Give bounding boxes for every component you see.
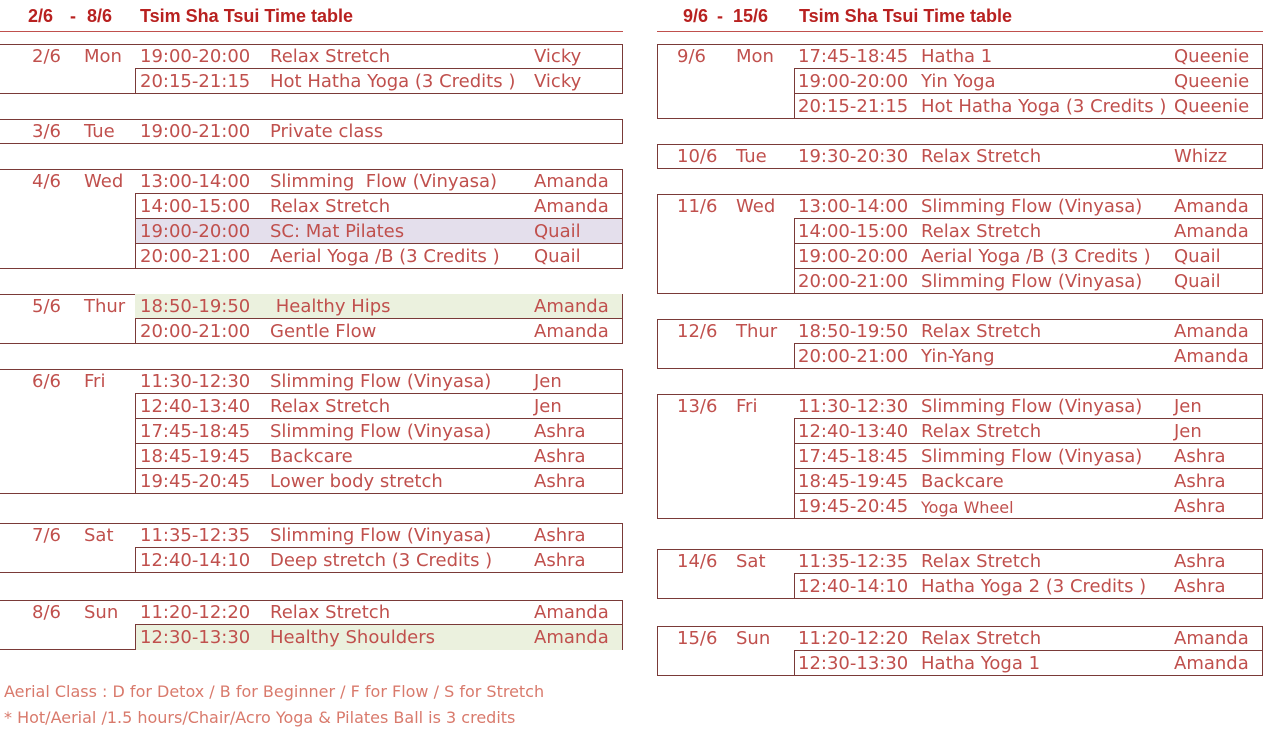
class-time: 11:30-12:30 [798, 396, 909, 417]
class-name: Hatha 1 [921, 46, 993, 67]
class-name: Relax Stretch [270, 602, 391, 623]
class-teacher: Amanda [534, 627, 609, 648]
class-teacher: Ashra [1174, 471, 1226, 492]
week-range-end: 8/6 [87, 6, 113, 26]
aerial-class-note: Aerial Class : D for Detox / B for Beginner / F for Flow / S for Stretch [4, 682, 545, 701]
class-teacher: Ashra [1174, 576, 1226, 597]
class-time: 20:15-21:15 [140, 71, 251, 92]
class-row-left-border [794, 69, 795, 94]
class-time: 14:00-15:00 [798, 221, 909, 242]
class-name: Private class [270, 121, 384, 142]
class-teacher: Ashra [534, 471, 586, 492]
class-row-left-border [135, 219, 136, 244]
day-date: 15/6 [677, 628, 718, 649]
class-teacher: Queenie [1174, 46, 1250, 67]
class-teacher: Vicky [534, 46, 582, 67]
class-time: 11:20-12:20 [798, 628, 909, 649]
class-name: Backcare [270, 446, 353, 467]
class-time: 12:40-14:10 [798, 576, 909, 597]
class-time: 20:00-21:00 [798, 271, 909, 292]
class-name: Slimming Flow (Vinyasa) [270, 171, 498, 192]
class-teacher: Amanda [1174, 628, 1249, 649]
class-name: Relax Stretch [270, 196, 391, 217]
class-name: Slimming Flow (Vinyasa) [921, 196, 1143, 217]
class-time: 19:00-20:00 [140, 221, 251, 242]
class-name: Healthy Hips [270, 296, 391, 317]
class-row-left-border [135, 244, 136, 269]
class-teacher: Amanda [534, 321, 609, 342]
week-range-start: 2/6 [28, 6, 54, 26]
day-date: 11/6 [677, 196, 718, 217]
class-time: 17:45-18:45 [798, 46, 909, 67]
class-time: 20:15-21:15 [798, 96, 909, 117]
timetable-title: Tsim Sha Tsui Time table [799, 6, 1013, 26]
class-teacher: Jen [534, 371, 562, 392]
day-block-left-border [657, 319, 658, 369]
day-name: Tue [736, 146, 767, 167]
day-block-left-border [657, 394, 658, 519]
day-block-left-border [657, 626, 658, 676]
class-teacher: Jen [1174, 396, 1202, 417]
class-time: 13:00-14:00 [798, 196, 909, 217]
class-time: 12:30-13:30 [140, 627, 251, 648]
class-name: Healthy Shoulders [270, 627, 436, 648]
class-teacher: Amanda [1174, 321, 1249, 342]
week-range-start: 9/6 [683, 6, 709, 26]
class-teacher: Amanda [534, 296, 609, 317]
class-row-left-border [794, 419, 795, 444]
class-row-left-border [135, 625, 136, 650]
class-teacher: Ashra [1174, 446, 1226, 467]
class-time: 20:00-21:00 [140, 246, 251, 267]
class-row-left-border [794, 494, 795, 519]
class-name: Slimming Flow (Vinyasa) [270, 371, 492, 392]
class-name: Yin Yoga [921, 71, 996, 92]
day-block-left-border [657, 549, 658, 599]
class-teacher: Quail [534, 221, 581, 242]
class-time: 13:00-14:00 [140, 171, 251, 192]
class-row-left-border [794, 344, 795, 369]
day-name: Fri [736, 396, 758, 417]
class-name: Slimming Flow (Vinyasa) [921, 271, 1143, 292]
day-date: 12/6 [677, 321, 718, 342]
day-block-left-border [657, 194, 658, 294]
class-name: Yin-Yang [921, 346, 995, 367]
class-name: Relax Stretch [921, 146, 1042, 167]
class-time: 11:35-12:35 [798, 551, 909, 572]
header-divider [0, 31, 623, 32]
class-name: SC: Mat Pilates [270, 221, 405, 242]
day-date: 2/6 [32, 46, 61, 67]
class-time: 18:50-19:50 [140, 296, 251, 317]
header-divider [657, 31, 1263, 32]
class-teacher: Ashra [534, 421, 586, 442]
class-teacher: Jen [534, 396, 562, 417]
class-time: 18:45-19:45 [140, 446, 251, 467]
class-time: 19:45-20:45 [798, 496, 909, 517]
class-name: Slimming Flow (Vinyasa) [921, 396, 1143, 417]
class-row-left-border [135, 194, 136, 219]
class-name: Relax Stretch [921, 421, 1042, 442]
class-name: Gentle Flow [270, 321, 377, 342]
class-row-left-border [794, 574, 795, 599]
day-name: Mon [84, 46, 122, 67]
class-time: 12:40-13:40 [140, 396, 251, 417]
class-name: Relax Stretch [921, 628, 1042, 649]
day-name: Tue [84, 121, 115, 142]
day-date: 6/6 [32, 371, 61, 392]
class-teacher: Ashra [534, 550, 586, 571]
class-name: Hatha Yoga 2 (3 Credits ) [921, 576, 1147, 597]
class-teacher: Jen [1174, 421, 1202, 442]
class-time: 11:35-12:35 [140, 525, 251, 546]
class-time: 19:00-20:00 [140, 46, 251, 67]
class-time: 18:45-19:45 [798, 471, 909, 492]
class-teacher: Quail [1174, 246, 1221, 267]
class-teacher: Ashra [1174, 551, 1226, 572]
class-name: Slimming Flow (Vinyasa) [270, 525, 492, 546]
day-name: Sun [84, 602, 119, 623]
class-name: Hot Hatha Yoga (3 Credits ) [270, 71, 516, 92]
class-row-left-border [794, 94, 795, 119]
class-name: Hatha Yoga 1 [921, 653, 1041, 674]
class-teacher: Amanda [534, 196, 609, 217]
class-name: Slimming Flow (Vinyasa) [921, 446, 1143, 467]
class-name: Relax Stretch [270, 396, 391, 417]
day-name: Thur [84, 296, 126, 317]
class-time: 18:50-19:50 [798, 321, 909, 342]
timetable-title: Tsim Sha Tsui Time table [140, 6, 354, 26]
class-teacher: Amanda [1174, 653, 1249, 674]
class-row-left-border [794, 469, 795, 494]
day-date: 13/6 [677, 396, 718, 417]
class-teacher: Amanda [534, 602, 609, 623]
class-name: Relax Stretch [921, 551, 1042, 572]
week-range-separator: - [70, 6, 76, 26]
class-name: Relax Stretch [270, 46, 391, 67]
class-time: 20:00-21:00 [798, 346, 909, 367]
day-date: 5/6 [32, 296, 61, 317]
class-row-left-border [135, 419, 136, 444]
class-row-left-border [794, 244, 795, 269]
class-row-left-border [135, 394, 136, 419]
class-teacher: Ashra [534, 446, 586, 467]
class-teacher: Whizz [1174, 146, 1228, 167]
week-range-separator: - [717, 6, 723, 26]
day-name: Wed [84, 171, 124, 192]
class-name: Relax Stretch [921, 221, 1042, 242]
day-name: Sat [84, 525, 114, 546]
class-row-left-border [794, 651, 795, 676]
class-time: 19:30-20:30 [798, 146, 909, 167]
class-name: Deep stretch (3 Credits ) [270, 550, 493, 571]
day-date: 3/6 [32, 121, 61, 142]
class-name: Lower body stretch [270, 471, 443, 492]
class-name: Hot Hatha Yoga (3 Credits ) [921, 96, 1167, 117]
class-teacher: Ashra [534, 525, 586, 546]
day-date: 14/6 [677, 551, 718, 572]
day-name: Sun [736, 628, 771, 649]
class-row-left-border [135, 469, 136, 494]
class-row-left-border [135, 319, 136, 344]
class-time: 14:00-15:00 [140, 196, 251, 217]
class-time: 12:40-13:40 [798, 421, 909, 442]
day-block-left-border [657, 44, 658, 119]
class-time: 11:30-12:30 [140, 371, 251, 392]
class-teacher: Vicky [534, 71, 582, 92]
class-teacher: Ashra [1174, 496, 1226, 517]
class-name: Aerial Yoga /B (3 Credits ) [270, 246, 500, 267]
class-row-left-border [135, 548, 136, 573]
day-name: Mon [736, 46, 774, 67]
class-time: 12:40-14:10 [140, 550, 251, 571]
class-name: Relax Stretch [921, 321, 1042, 342]
day-name: Fri [84, 371, 106, 392]
class-name: Aerial Yoga /B (3 Credits ) [921, 246, 1151, 267]
day-name: Thur [736, 321, 778, 342]
class-teacher: Quail [534, 246, 581, 267]
day-date: 7/6 [32, 525, 61, 546]
day-date: 9/6 [677, 46, 706, 67]
class-time: 19:00-20:00 [798, 71, 909, 92]
class-teacher: Amanda [534, 171, 609, 192]
class-teacher: Quail [1174, 271, 1221, 292]
day-date: 4/6 [32, 171, 61, 192]
week-range-end: 15/6 [733, 6, 769, 26]
class-row-left-border [135, 444, 136, 469]
class-name: Backcare [921, 471, 1004, 492]
class-teacher: Amanda [1174, 196, 1249, 217]
day-date: 10/6 [677, 146, 718, 167]
day-name: Sat [736, 551, 766, 572]
class-time: 11:20-12:20 [140, 602, 251, 623]
class-row-left-border [794, 444, 795, 469]
class-row-left-border [794, 269, 795, 294]
day-date: 8/6 [32, 602, 61, 623]
class-teacher: Amanda [1174, 346, 1249, 367]
class-time: 17:45-18:45 [798, 446, 909, 467]
class-time: 19:00-21:00 [140, 121, 251, 142]
class-time: 12:30-13:30 [798, 653, 909, 674]
class-teacher: Queenie [1174, 71, 1250, 92]
class-teacher: Queenie [1174, 96, 1250, 117]
class-name: Slimming Flow (Vinyasa) [270, 421, 492, 442]
credits-note: * Hot/Aerial /1.5 hours/Chair/Acro Yoga & Pilates Ball is 3 credits [4, 708, 516, 727]
day-block-left-border [657, 144, 658, 169]
day-name: Wed [736, 196, 776, 217]
class-teacher: Amanda [1174, 221, 1249, 242]
class-row-left-border [135, 69, 136, 94]
class-row-left-border [794, 219, 795, 244]
class-time: 20:00-21:00 [140, 321, 251, 342]
class-name: Yoga Wheel [921, 498, 1014, 517]
class-time: 19:45-20:45 [140, 471, 251, 492]
class-time: 17:45-18:45 [140, 421, 251, 442]
class-time: 19:00-20:00 [798, 246, 909, 267]
